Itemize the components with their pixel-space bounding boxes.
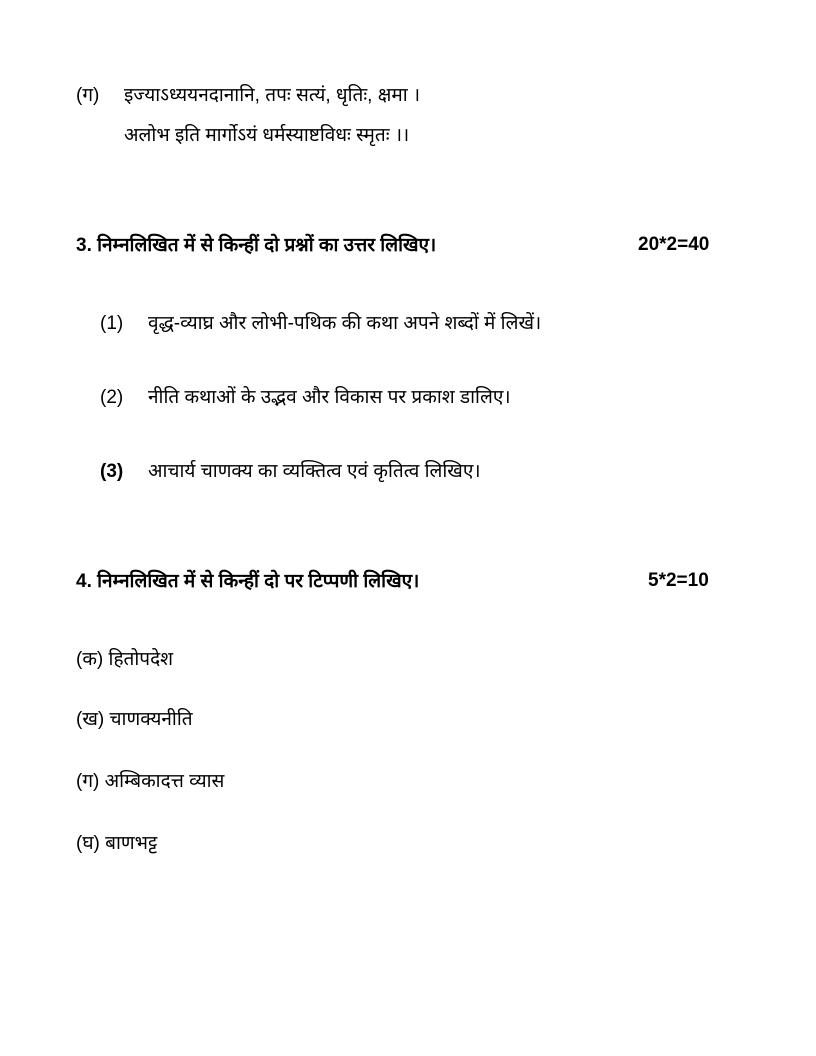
verse-line-1: इज्याऽध्ययनदानानि, तपः सत्यं, धृतिः, क्षमा । [124,85,421,106]
item-number: (1) [100,313,124,334]
item-number: (2) [100,387,124,408]
item-number: (3) [100,461,124,482]
verse-line-2: अलोभ इति मार्गोऽयं धर्मस्याष्टविधः स्मृतः ।। [124,125,410,146]
question-4-item-1: (क) हितोपदेश [76,649,174,670]
question-3-item-2 [100,386,511,410]
question-4-title: 4. निम्नलिखित में से किन्हीं दो पर टिप्पणी लिखिए। [76,571,420,592]
question-4-item-2: (ख) चाणक्यनीति [76,709,193,730]
verse-label: (ग) [76,85,100,106]
question-4-marks: 5*2=10 [648,570,709,591]
question-4-item-4: (घ) बाणभट्ट [76,833,158,854]
question-3-item-1 [100,312,541,336]
item-text: नीति कथाओं के उद्भव और विकास पर प्रकाश डालिए। [148,387,511,408]
question-3-item-3 [100,460,481,484]
question-4-item-3: (ग) अम्बिकादत्त व्यास [76,771,225,792]
question-3-title: 3. निम्नलिखित में से किन्हीं दो प्रश्नों का उत्तर लिखिए। [76,235,437,256]
item-text: वृद्ध-व्याघ्र और लोभी-पथिक की कथा अपने शब्दों में लिखें। [148,313,542,334]
item-text: आचार्य चाणक्य का व्यक्तित्व एवं कृतित्व लिखिए। [148,461,481,482]
question-3-marks: 20*2=40 [638,234,710,255]
